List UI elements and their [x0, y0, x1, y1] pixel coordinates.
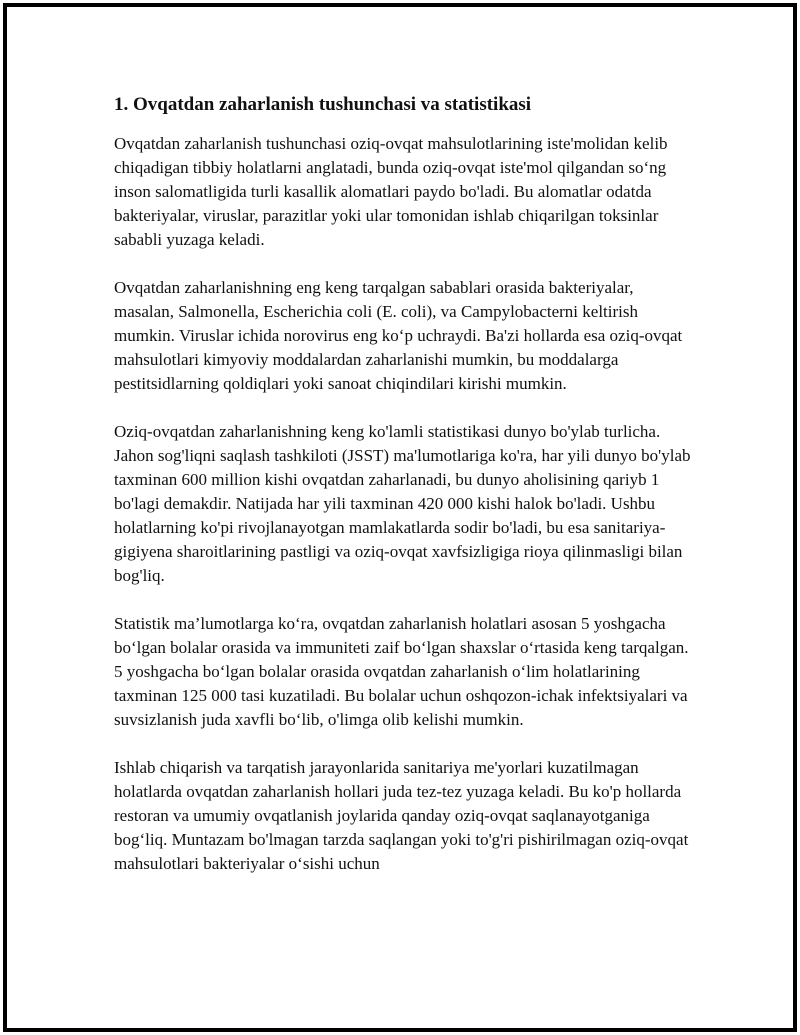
paragraph-statistics: Oziq-ovqatdan zaharlanishning keng ko'lamli statistikasi dunyo bo'ylab turlicha. Jahon sog'liqni saqlash tashkiloti (JSST) ma'lumotlariga ko'ra, har yili dunyo bo'ylab taxminan 600 million kishi ovqatdan zaharlanadi, bu dunyo aholisining qariyb 1 bo'lagi demakdir. Natijada har yili taxminan 420 000 kishi halok bo'ladi. Ushbu holatlarning ko'pi rivojlanayotgan mamlakatlarda sodir bo'ladi, bu esa sanitariya-gigiyena sharoitlarining pastligi va oziq-ovqat xavfsizligiga rioya qilinmasligi bilan bog'liq. [114, 422, 691, 585]
section-heading: 1. Ovqatdan zaharlanish tushunchasi va statistikasi [114, 94, 532, 115]
paragraph-definition: Ovqatdan zaharlanish tushunchasi oziq-ovqat mahsulotlarining iste'molidan kelib chiqadigan tibbiy holatlarni anglatadi, bunda oziq-ovqat iste'mol qilgandan so‘ng inson salomatligida turli kasallik alomatlari paydo bo'ladi. Bu alomatlar odatda bakteriyalar, viruslar, parazitlar yoki ular tomonidan ishlab chiqarilgan toksinlar sababli yuzaga keladi. [114, 134, 668, 249]
paragraph-children: Statistik ma’lumotlarga ko‘ra, ovqatdan zaharlanish holatlari asosan 5 yoshgacha bo‘lgan bolalar orasida va immuniteti zaif bo‘lgan shaxslar o‘rtasida keng tarqalgan. 5 yoshgacha bo‘lgan bolalar orasida ovqatdan zaharlanish o‘lim holatlarining taxminan 125 000 tasi kuzatiladi. Bu bolalar uchun oshqozon-ichak infektsiyalari va suvsizlanish juda xavfli bo‘lib, o'limga olib kelishi mumkin. [114, 614, 689, 729]
document-body [114, 92, 694, 900]
paragraph-causes: Ovqatdan zaharlanishning eng keng tarqalgan sabablari orasida bakteriyalar, masalan, Salmonella, Escherichia coli (E. coli), va Campylobacterni keltirish mumkin. Viruslar ichida norovirus eng ko‘p uchraydi. Ba'zi hollarda esa oziq-ovqat mahsulotlari kimyoviy moddalardan zaharlanishi mumkin, bu moddalarga pestitsidlarning qoldiqlari yoki sanoat chiqindilari kirishi mumkin. [114, 278, 683, 393]
paragraph-sanitation: Ishlab chiqarish va tarqatish jarayonlarida sanitariya me'yorlari kuzatilmagan holatlarda ovqatdan zaharlanish hollari juda tez-tez yuzaga keladi. Bu ko'p hollarda restoran va umumiy ovqatlanish joylarida qanday oziq-ovqat saqlanayotganiga bog‘liq. Muntazam bo'lmagan tarzda saqlangan yoki to'g'ri pishirilmagan oziq-ovqat mahsulotlari bakteriyalar o‘sishi uchun [114, 758, 689, 873]
